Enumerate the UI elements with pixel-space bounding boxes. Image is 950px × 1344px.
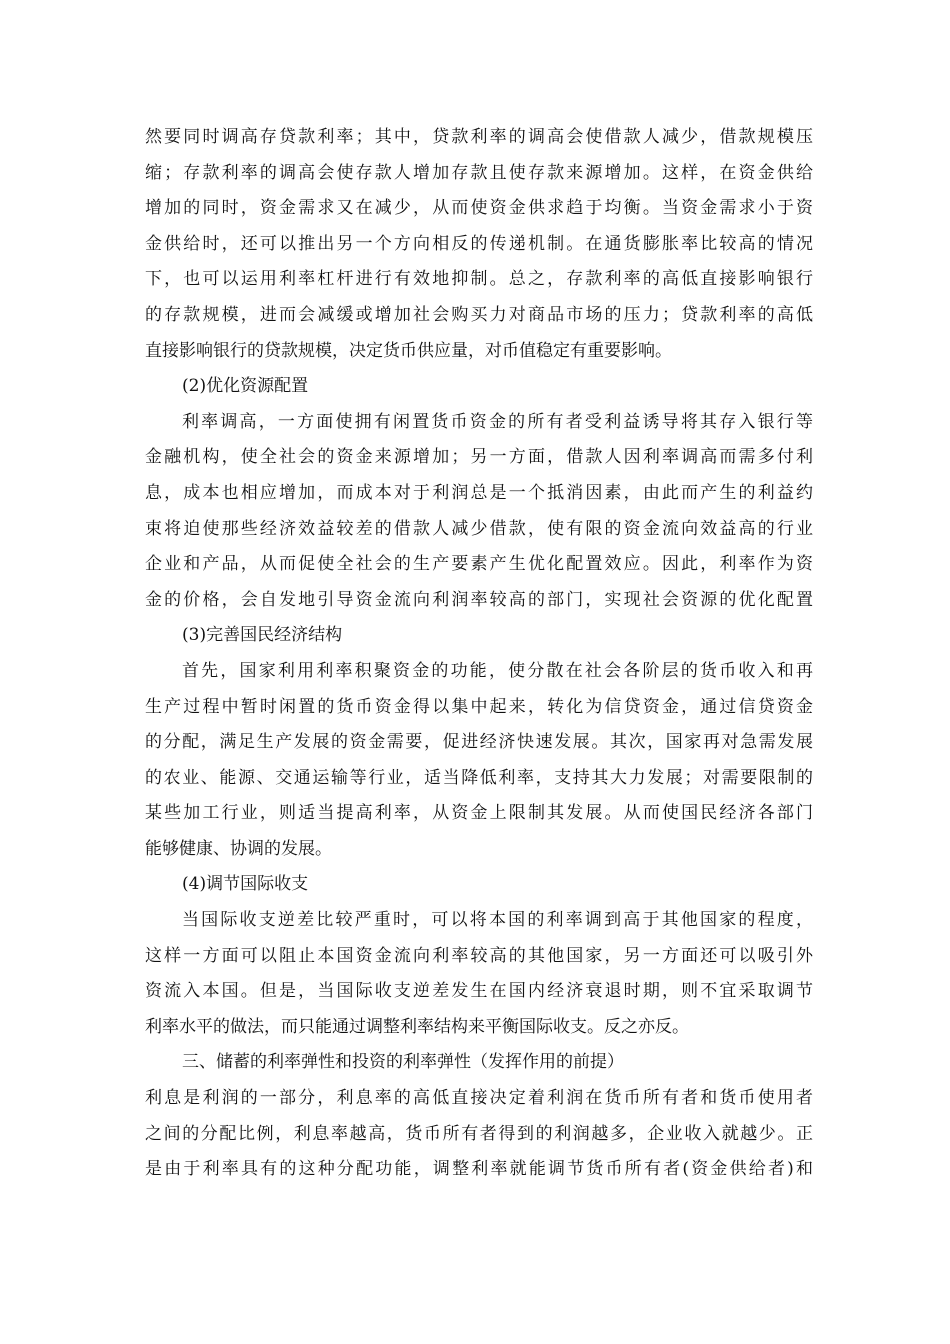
- text-line: 缩；存款利率的调高会使存款人增加存款且使存款来源增加。这样，在资金供给: [145, 162, 813, 183]
- text-line: 然要同时调高存贷款利率；其中，贷款利率的调高会使借款人减少，借款规模压: [145, 127, 813, 147]
- document-body: [145, 120, 813, 1188]
- text-line: 利率调高，一方面使拥有闲置货币资金的所有者受利益诱导将其存入银行等: [182, 411, 813, 432]
- text-line: 企业和产品，从而促使全社会的生产要素产生优化配置效应。因此，利率作为资: [145, 554, 813, 575]
- text-line: 金的价格，会自发地引导资金流向利润率较高的部门，实现社会资源的优化配置: [145, 589, 813, 610]
- text-line: 束将迫使那些经济效益较差的借款人减少借款，使有限的资金流向效益高的行业: [145, 518, 813, 539]
- text-line: 息，成本也相应增加，而成本对于利润总是一个抵消因素，由此而产生的利益约: [145, 482, 813, 503]
- text-line: 能够健康、协调的发展。: [145, 838, 332, 859]
- section-heading: 三、储蓄的利率弹性和投资的利率弹性（发挥作用的前提）: [182, 1052, 624, 1073]
- text-line: 资流入本国。但是，当国际收支逆差发生在国内经济衰退时期，则不宜采取调节: [145, 981, 813, 1002]
- text-line: 金融机构，使全社会的资金来源增加；另一方面，借款人因利率调高而需多付利: [145, 447, 813, 468]
- text-line: 之间的分配比例，利息率越高，货币所有者得到的利润越多，企业收入就越少。正: [145, 1123, 813, 1144]
- text-line: 下，也可以运用利率杠杆进行有效地抑制。总之，存款利率的高低直接影响银行: [145, 269, 813, 290]
- text-line: 的存款规模，进而会减缓或增加社会购买力对商品市场的压力；贷款利率的高低: [145, 304, 813, 325]
- text-line: 这样一方面可以阻止本国资金流向利率较高的其他国家，另一方面还可以吸引外: [145, 945, 813, 966]
- text-line: 当国际收支逆差比较严重时，可以将本国的利率调到高于其他国家的程度，: [182, 910, 813, 931]
- text-line: 增加的同时，资金需求又在减少，从而使资金供求趋于均衡。当资金需求小于资: [145, 198, 813, 219]
- section-heading: (4)调节国际收支: [182, 874, 309, 895]
- section-heading: (2)优化资源配置: [182, 376, 309, 397]
- text-line: 是由于利率具有的这种分配功能，调整利率就能调节货币所有者(资金供给者)和: [145, 1159, 813, 1180]
- text-line: 金供给时，还可以推出另一个方向相反的传递机制。在通货膨胀率比较高的情况: [145, 233, 813, 254]
- section-heading: (3)完善国民经济结构: [182, 625, 343, 646]
- text-line: 的农业、能源、交通运输等行业，适当降低利率，支持其大力发展；对需要限制的: [145, 767, 813, 788]
- text-line: 某些加工行业，则适当提高利率，从资金上限制其发展。从而使国民经济各部门: [145, 803, 813, 824]
- text-line: 利率水平的做法，而只能通过调整利率结构来平衡国际收支。反之亦反。: [145, 1016, 689, 1037]
- text-line: 生产过程中暂时闲置的货币资金得以集中起来，转化为信贷资金，通过信贷资金: [145, 696, 813, 717]
- text-line: 直接影响银行的贷款规模，决定货币供应量，对币值稳定有重要影响。: [145, 340, 672, 361]
- text-line: 利息是利润的一部分，利息率的高低直接决定着利润在货币所有者和货币使用者: [145, 1088, 813, 1109]
- text-line: 的分配，满足生产发展的资金需要，促进经济快速发展。其次，国家再对急需发展: [145, 732, 813, 753]
- text-line: 首先，国家利用利率积聚资金的功能，使分散在社会各阶层的货币收入和再: [182, 660, 813, 681]
